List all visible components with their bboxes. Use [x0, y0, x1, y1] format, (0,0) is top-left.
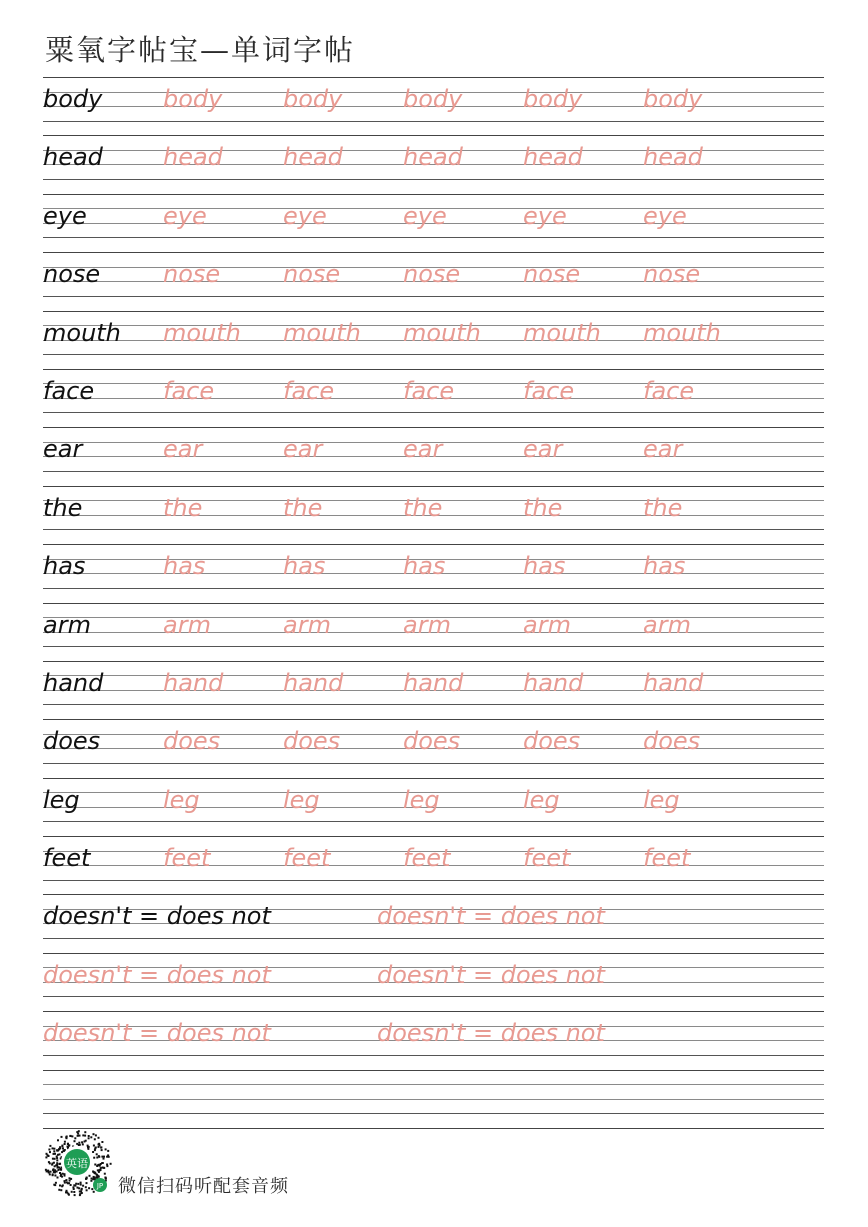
qr-module [71, 1135, 73, 1137]
qr-module [63, 1150, 65, 1152]
trace-word: mouth [283, 318, 361, 347]
qr-code-icon [42, 1127, 112, 1197]
qr-module [53, 1171, 55, 1173]
trace-word: ear [643, 435, 683, 464]
writing-row [43, 194, 824, 252]
qr-module [90, 1180, 92, 1182]
qr-module [45, 1169, 47, 1171]
writing-row [43, 311, 824, 369]
qr-module [57, 1139, 59, 1141]
writing-row [43, 778, 824, 836]
qr-module [79, 1135, 81, 1137]
rule-line [43, 369, 824, 370]
rule-line [43, 996, 824, 997]
qr-module [69, 1135, 71, 1137]
model-word: does [43, 727, 101, 756]
qr-module [97, 1164, 99, 1166]
qr-module [98, 1155, 100, 1157]
qr-module [53, 1148, 55, 1150]
trace-word: ear [163, 435, 203, 464]
qr-module [97, 1169, 99, 1171]
trace-word: the [163, 493, 203, 522]
qr-module [89, 1175, 91, 1177]
qr-module [74, 1137, 76, 1139]
trace-phrase: doesn't = does not [377, 1019, 605, 1048]
qr-module [54, 1175, 56, 1177]
trace-word: eye [643, 201, 687, 230]
rule-line [43, 427, 824, 428]
trace-word: has [643, 552, 686, 581]
qr-module [84, 1141, 86, 1143]
trace-word: arm [403, 610, 451, 639]
qr-module [82, 1134, 84, 1136]
trace-word: body [643, 85, 703, 113]
rule-line [43, 953, 824, 954]
qr-module [68, 1194, 70, 1196]
writing-row [43, 953, 824, 1011]
writing-row [43, 1070, 824, 1128]
trace-word: ear [283, 435, 323, 464]
qr-module [91, 1178, 93, 1180]
qr-module [45, 1156, 47, 1158]
qr-module [101, 1141, 103, 1143]
qr-module [100, 1167, 102, 1169]
trace-word: head [283, 143, 343, 172]
qr-module [88, 1187, 90, 1189]
rule-line [43, 544, 824, 545]
trace-word: eye [283, 201, 327, 230]
trace-word: hand [643, 668, 704, 697]
qr-module [94, 1138, 96, 1140]
rule-line [43, 354, 824, 355]
trace-word: arm [283, 610, 331, 639]
qr-module [77, 1183, 79, 1185]
model-word: leg [43, 785, 80, 814]
qr-module [56, 1171, 58, 1173]
trace-phrase: doesn't = does not [377, 960, 605, 989]
qr-module [64, 1182, 66, 1184]
qr-module [58, 1169, 60, 1171]
qr-module [69, 1180, 71, 1182]
model-word: ear [43, 435, 83, 464]
qr-module [61, 1176, 63, 1178]
qr-module [64, 1175, 66, 1177]
qr-module [56, 1149, 58, 1151]
qr-module [82, 1185, 84, 1187]
rule-line [43, 938, 824, 939]
closing-rule-line [43, 1128, 824, 1129]
writing-row [43, 252, 824, 310]
qr-module [69, 1177, 71, 1179]
trace-word: head [643, 143, 703, 172]
rule-line [43, 486, 824, 487]
writing-row [43, 135, 824, 193]
qr-module [78, 1142, 80, 1144]
model-word: nose [43, 260, 101, 289]
qr-module [106, 1165, 108, 1167]
trace-phrase: doesn't = does not [43, 960, 271, 989]
qr-module [81, 1141, 83, 1143]
trace-word: does [523, 727, 581, 756]
trace-word: hand [403, 668, 464, 697]
writing-row [43, 1011, 824, 1069]
rule-line [43, 836, 824, 837]
model-word: face [43, 376, 95, 405]
qr-module [87, 1145, 89, 1147]
model-word: the [43, 493, 83, 522]
qr-module [66, 1181, 68, 1183]
qr-module [55, 1182, 57, 1184]
qr-module [107, 1150, 109, 1152]
qr-module [96, 1153, 98, 1155]
qr-module [64, 1141, 66, 1143]
qr-module [88, 1135, 90, 1137]
trace-word: body [403, 85, 463, 113]
qr-module [59, 1185, 61, 1187]
qr-module [100, 1146, 102, 1148]
qr-module [67, 1143, 69, 1145]
trace-word: has [163, 552, 206, 581]
rule-line [43, 1011, 824, 1012]
rule-line [43, 778, 824, 779]
qr-module [65, 1191, 67, 1193]
qr-module [74, 1194, 76, 1196]
rule-line [43, 179, 824, 180]
qr-module [101, 1149, 103, 1151]
trace-word: body [523, 85, 583, 113]
model-word: feet [43, 844, 91, 873]
trace-word: mouth [163, 318, 241, 347]
writing-row [43, 77, 824, 135]
model-word: arm [43, 610, 91, 639]
qr-module [81, 1188, 83, 1190]
trace-word: the [523, 493, 563, 522]
qr-module [49, 1145, 51, 1147]
trace-word: eye [403, 201, 447, 230]
trace-word: feet [643, 844, 691, 873]
qr-module [55, 1164, 57, 1166]
rule-line [43, 1113, 824, 1114]
qr-module [46, 1153, 48, 1155]
trace-word: the [643, 493, 683, 522]
rule-line [43, 763, 824, 764]
qr-module [84, 1131, 86, 1133]
rule-line [43, 121, 824, 122]
qr-module [48, 1161, 50, 1163]
rule-line [43, 704, 824, 705]
trace-phrase: doesn't = does not [43, 1019, 271, 1048]
qr-module [61, 1145, 63, 1147]
qr-module [53, 1168, 55, 1170]
qr-module [94, 1177, 96, 1179]
rule-line [43, 661, 824, 662]
qr-module [77, 1135, 79, 1137]
trace-word: face [403, 376, 455, 405]
trace-word: leg [163, 785, 200, 814]
qr-module [60, 1189, 62, 1191]
trace-word: leg [643, 785, 680, 814]
qr-module [75, 1183, 77, 1185]
trace-word: mouth [643, 318, 721, 347]
qr-module [73, 1191, 75, 1193]
trace-word: ear [403, 435, 443, 464]
trace-word: hand [163, 668, 224, 697]
qr-module [65, 1179, 67, 1181]
qr-module [59, 1146, 61, 1148]
rule-line [43, 135, 824, 136]
rule-line [43, 311, 824, 312]
trace-word: face [163, 376, 215, 405]
rule-line [43, 77, 824, 78]
qr-module [70, 1184, 72, 1186]
model-word: hand [43, 668, 104, 697]
qr-module [93, 1145, 95, 1147]
trace-word: does [403, 727, 461, 756]
writing-row [43, 661, 824, 719]
qr-module [87, 1146, 89, 1148]
rule-line [43, 237, 824, 238]
trace-word: feet [523, 844, 571, 873]
qr-module [67, 1146, 69, 1148]
qr-module [73, 1184, 75, 1186]
rule-line [43, 471, 824, 472]
trace-word: head [163, 143, 223, 172]
trace-word: head [403, 143, 463, 172]
qr-corner-text: JP [96, 1182, 104, 1190]
qr-module [56, 1162, 58, 1164]
qr-module [68, 1182, 70, 1184]
qr-module [82, 1143, 84, 1145]
writing-row [43, 369, 824, 427]
trace-word: arm [523, 610, 571, 639]
rule-line [43, 1070, 824, 1071]
trace-word: face [283, 376, 335, 405]
qr-module [57, 1167, 59, 1169]
qr-module [86, 1189, 88, 1191]
practice-sheet [43, 77, 824, 1129]
qr-module [94, 1164, 96, 1166]
trace-word: nose [523, 260, 581, 289]
model-phrase: doesn't = does not [43, 902, 271, 931]
qr-module [80, 1182, 82, 1184]
qr-module [60, 1169, 62, 1171]
qr-module [59, 1172, 61, 1174]
rule-line [43, 646, 824, 647]
rule-line [43, 194, 824, 195]
rule-line [43, 412, 824, 413]
trace-word: has [403, 552, 446, 581]
qr-module [53, 1150, 55, 1152]
rule-line [43, 296, 824, 297]
trace-word: leg [523, 785, 560, 814]
qr-module [95, 1134, 97, 1136]
trace-word: nose [163, 260, 221, 289]
qr-module [85, 1186, 87, 1188]
qr-module [79, 1144, 81, 1146]
qr-module [76, 1131, 78, 1133]
qr-module [52, 1158, 54, 1160]
trace-word: nose [283, 260, 341, 289]
trace-word: head [523, 143, 583, 172]
qr-module [98, 1143, 100, 1145]
trace-word: nose [403, 260, 461, 289]
trace-word: eye [523, 201, 567, 230]
rule-line [43, 719, 824, 720]
writing-row [43, 836, 824, 894]
qr-badge-text: 英语 [66, 1157, 88, 1170]
qr-module [58, 1189, 60, 1191]
rule-line [43, 529, 824, 530]
qr-module [47, 1170, 49, 1172]
trace-phrase: doesn't = does not [377, 902, 605, 931]
qr-module [93, 1133, 95, 1135]
rule-line [43, 894, 824, 895]
rule-line [43, 1099, 824, 1100]
writing-row [43, 544, 824, 602]
trace-word: nose [643, 260, 701, 289]
rule-line [43, 821, 824, 822]
qr-module [90, 1136, 92, 1138]
qr-module [93, 1191, 95, 1193]
qr-module [103, 1156, 105, 1158]
rule-line [43, 1055, 824, 1056]
qr-module [104, 1173, 106, 1175]
trace-word: hand [523, 668, 584, 697]
qr-module [61, 1185, 63, 1187]
qr-module [105, 1177, 107, 1179]
trace-word: eye [163, 201, 207, 230]
qr-module [49, 1173, 51, 1175]
qr-module [52, 1163, 54, 1165]
rule-line [43, 588, 824, 589]
qr-module [103, 1158, 105, 1160]
page-title: 粟氧字帖宝—单词字帖 [45, 33, 356, 67]
rule-line [43, 252, 824, 253]
qr-module [94, 1148, 96, 1150]
trace-word: arm [643, 610, 691, 639]
qr-module [80, 1184, 82, 1186]
qr-module [101, 1162, 103, 1164]
qr-module [62, 1147, 64, 1149]
qr-module [57, 1177, 59, 1179]
qr-module [61, 1136, 63, 1138]
trace-word: does [283, 727, 341, 756]
qr-module [50, 1171, 52, 1173]
writing-row [43, 894, 824, 952]
qr-module [79, 1194, 81, 1196]
writing-row [43, 719, 824, 777]
qr-module [98, 1137, 100, 1139]
qr-module [56, 1159, 58, 1161]
trace-word: does [643, 727, 701, 756]
qr-module [84, 1135, 86, 1137]
trace-word: mouth [523, 318, 601, 347]
qr-module [54, 1184, 56, 1186]
model-word: head [43, 143, 103, 172]
rule-line [43, 1084, 824, 1085]
qr-module [108, 1156, 110, 1158]
qr-module [99, 1169, 101, 1171]
model-word: mouth [43, 318, 121, 347]
trace-word: face [523, 376, 575, 405]
qr-module [64, 1143, 66, 1145]
qr-module [86, 1182, 88, 1184]
qr-module [57, 1154, 59, 1156]
qr-module [98, 1176, 100, 1178]
qr-module [92, 1178, 94, 1180]
footer-caption: 微信扫码听配套音频 [118, 1176, 289, 1197]
trace-word: ear [523, 435, 563, 464]
qr-module [59, 1163, 61, 1165]
trace-word: has [283, 552, 326, 581]
rule-line [43, 880, 824, 881]
trace-word: feet [403, 844, 451, 873]
trace-word: has [523, 552, 566, 581]
model-word: body [43, 85, 103, 113]
trace-word: leg [283, 785, 320, 814]
qr-module [86, 1177, 88, 1179]
qr-module [48, 1172, 50, 1174]
trace-word: feet [163, 844, 211, 873]
trace-word: face [643, 376, 695, 405]
qr-module [71, 1191, 73, 1193]
model-word: eye [43, 201, 87, 230]
qr-module [56, 1157, 58, 1159]
trace-word: hand [283, 668, 344, 697]
trace-word: the [403, 493, 443, 522]
qr-module [93, 1157, 95, 1159]
trace-word: mouth [403, 318, 481, 347]
trace-word: body [283, 85, 343, 113]
qr-module [92, 1151, 94, 1153]
qr-module [48, 1149, 50, 1151]
trace-word: the [283, 493, 323, 522]
trace-word: does [163, 727, 221, 756]
qr-module [103, 1167, 105, 1169]
qr-module [52, 1174, 54, 1176]
qr-module [52, 1147, 54, 1149]
qr-module [79, 1191, 81, 1193]
trace-word: feet [283, 844, 331, 873]
trace-word: leg [403, 785, 440, 814]
writing-row [43, 603, 824, 661]
writing-row [43, 427, 824, 485]
qr-module [77, 1187, 79, 1189]
qr-module [94, 1172, 96, 1174]
qr-module [74, 1140, 76, 1142]
rule-line [43, 603, 824, 604]
qr-module [91, 1188, 93, 1190]
qr-module [110, 1163, 112, 1165]
trace-word: arm [163, 610, 211, 639]
qr-module [65, 1136, 67, 1138]
qr-module [53, 1153, 55, 1155]
qr-module [88, 1137, 90, 1139]
trace-word: body [163, 85, 223, 113]
writing-row [43, 486, 824, 544]
qr-module [105, 1148, 107, 1150]
qr-module [49, 1151, 51, 1153]
qr-module [73, 1188, 75, 1190]
model-word: has [43, 552, 86, 581]
